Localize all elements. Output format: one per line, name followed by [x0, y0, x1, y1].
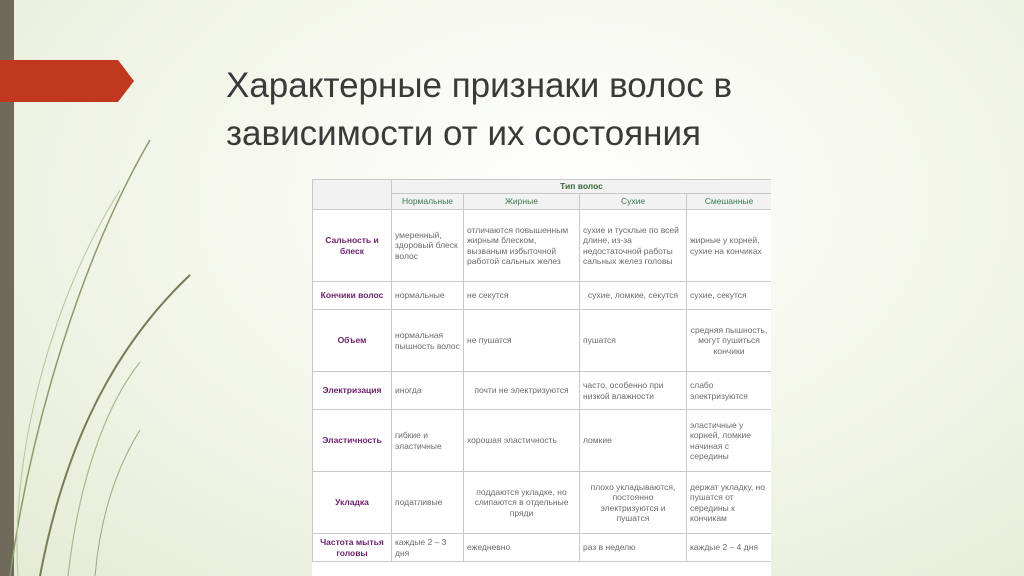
table-cell: гибкие и эластичные: [392, 410, 464, 472]
table-cell: нормальные: [392, 282, 464, 310]
table-cell: сухие, секутся: [687, 282, 772, 310]
group-header: Тип волос: [392, 180, 772, 194]
table-row: [313, 410, 772, 472]
table-row: [313, 310, 772, 372]
column-header: Сухие: [580, 194, 687, 210]
table-cell: эластичные у корней, ломкие начиная с середины: [687, 410, 772, 472]
table-cell: поддаются укладке, но слипаются в отдельные пряди: [464, 472, 580, 534]
row-label: Укладка: [313, 472, 392, 534]
column-header: Жирные: [464, 194, 580, 210]
title-line-1: Характерные признаки волос в: [226, 66, 733, 105]
table-cell: слабо электризуются: [687, 372, 772, 410]
table-cell: сухие и тусклые по всей длине, из-за недостаточной работы сальных желез головы: [580, 210, 687, 282]
table-cell: не секутся: [464, 282, 580, 310]
table-cell: жирные у корней, сухие на кончиках: [687, 210, 772, 282]
table-cell: хорошая эластичность: [464, 410, 580, 472]
table-cell: каждые 2 – 4 дня: [687, 534, 772, 562]
table-cell: часто, особенно при низкой влажности: [580, 372, 687, 410]
table-cell: иногда: [392, 372, 464, 410]
grass-line: [10, 140, 150, 576]
table-cell: нормальная пышность волос: [392, 310, 464, 372]
row-label: Сальность и блеск: [313, 210, 392, 282]
row-label: Частота мытья головы: [313, 534, 392, 562]
slide-title: [226, 62, 946, 158]
table-cell: отличаются повышенным жирным блеском, вызваным избыточной работой сальных желез: [464, 210, 580, 282]
table-cell: не пушатся: [464, 310, 580, 372]
row-label: Объем: [313, 310, 392, 372]
table-cell: держат укладку, но пушатся от середины к кончикам: [687, 472, 772, 534]
grass-line: [95, 430, 140, 576]
row-label: Электризация: [313, 372, 392, 410]
table-cell: почти не электризуются: [464, 372, 580, 410]
table-cell: средняя пышность, могут пушиться кончики: [687, 310, 772, 372]
grass-line: [40, 275, 190, 576]
table-corner: [313, 180, 392, 210]
table-row: [313, 534, 772, 562]
table-cell: раз в неделю: [580, 534, 687, 562]
decorative-lines: [0, 0, 260, 576]
column-header: Смешанные: [687, 194, 772, 210]
table-cell: плохо укладываются, постоянно электризуются и пушатся: [580, 472, 687, 534]
title-line-2: зависимости от их состояния: [226, 114, 702, 153]
row-label: Кончики волос: [313, 282, 392, 310]
table-cell: ломкие: [580, 410, 687, 472]
table-row: [313, 210, 772, 282]
table-cell: податливые: [392, 472, 464, 534]
table-cell: ежедневно: [464, 534, 580, 562]
grass-line: [68, 362, 140, 576]
hair-table: [312, 179, 771, 576]
title-arrow-shape: [0, 60, 134, 102]
column-header: Нормальные: [392, 194, 464, 210]
row-label: Эластичность: [313, 410, 392, 472]
table-cell: сухие, ломкие, секутся: [580, 282, 687, 310]
table-row: [313, 282, 772, 310]
table-row: [313, 372, 772, 410]
table-cell: пушатся: [580, 310, 687, 372]
table-cell: умеренный, здоровый блеск волос: [392, 210, 464, 282]
table-row: [313, 472, 772, 534]
table-cell: каждые 2 – 3 дня: [392, 534, 464, 562]
